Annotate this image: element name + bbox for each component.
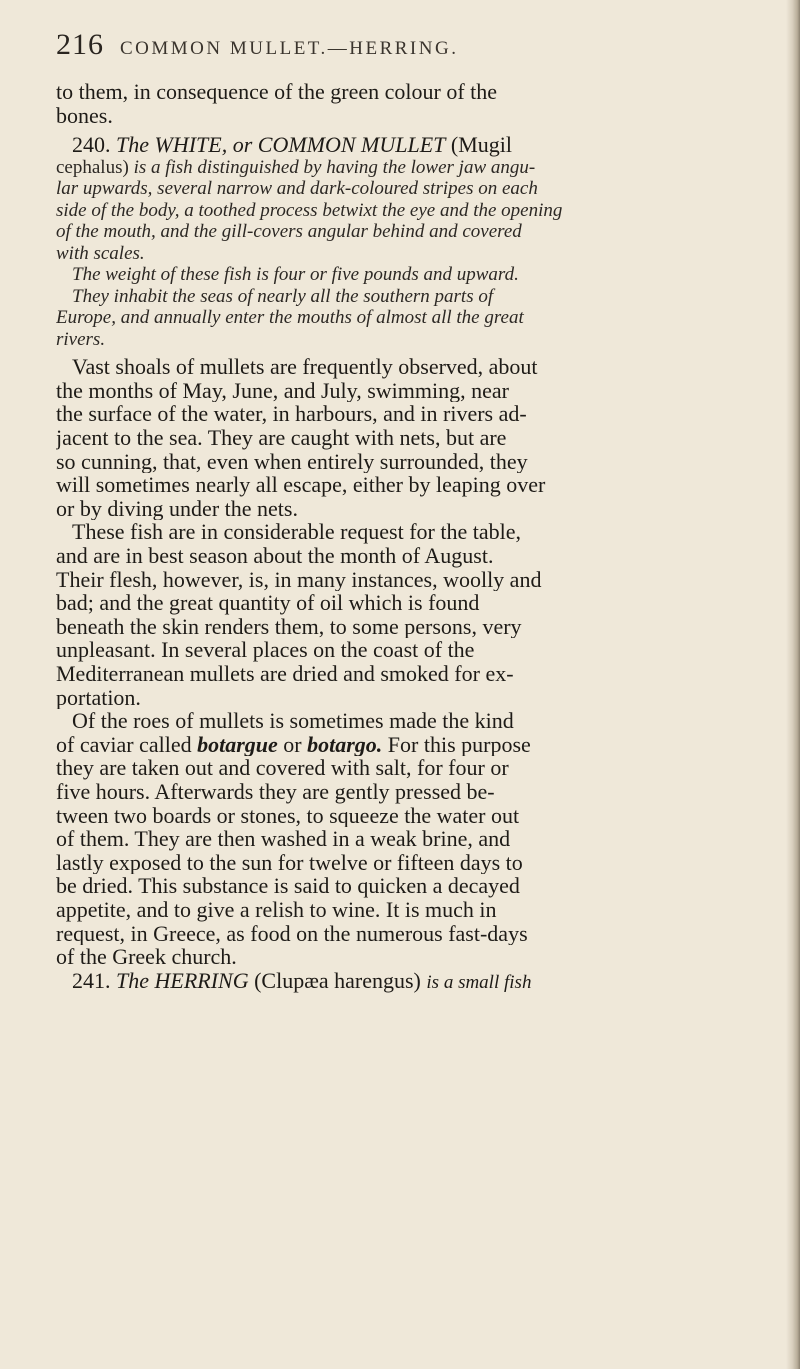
text-line: lar upwards, several narrow and dark-coloured stripes on each xyxy=(56,178,538,200)
text-line: jacent to the sea. They are caught with nets, but are xyxy=(56,426,507,450)
text-line: and are in best season about the month of August. xyxy=(56,544,494,568)
running-head xyxy=(56,28,756,68)
text-line: The weight of these fish is four or five pounds and upward. xyxy=(72,264,519,286)
section-241-heading: 241. The HERRING (Clupæa harengus) is a small fish xyxy=(72,968,532,993)
text-line: beneath the skin renders them, to some persons, very xyxy=(56,614,522,639)
text-line: Vast shoals of mullets are frequently observed, about xyxy=(72,355,538,379)
text-line: rivers. xyxy=(56,328,106,350)
text-line: Europe, and annually enter the mouths of almost all the great xyxy=(56,307,524,329)
text-line: unpleasant. In several places on the coast of the xyxy=(56,638,475,662)
text-line: appetite, and to give a relish to wine. It is much in xyxy=(56,897,497,922)
page-edge-shadow xyxy=(786,0,800,1369)
text-line: so cunning, that, even when entirely surrounded, they xyxy=(56,449,528,474)
page-text xyxy=(56,80,770,994)
text-line: of caviar called botargue or botargo. For this purpose xyxy=(56,732,531,757)
text-line: Their flesh, however, is, in many instances, woolly and xyxy=(56,567,542,592)
text-line: Of the roes of mullets is sometimes made the kind xyxy=(72,709,514,733)
text-line: the months of May, June, and July, swimming, near xyxy=(56,378,509,403)
page-number: 216 xyxy=(56,28,104,61)
text-line: These fish are in considerable request for the table, xyxy=(72,520,521,545)
text-line: tween two boards or stones, to squeeze the water out xyxy=(56,803,520,828)
section-number: 240. xyxy=(72,133,111,157)
text-line: of the mouth, and the gill-covers angular behind and covered xyxy=(56,221,522,243)
text-line: of them. They are then washed in a weak brine, and xyxy=(56,827,511,851)
text-line: the surface of the water, in harbours, and in rivers ad- xyxy=(56,402,527,427)
text-line: of the Greek church. xyxy=(56,945,237,969)
text-line: they are taken out and covered with salt, for four or xyxy=(56,756,509,780)
section-number: 241. xyxy=(72,968,111,993)
text-line: bones. xyxy=(56,103,113,128)
text-line: bad; and the great quantity of oil which is found xyxy=(56,591,480,615)
text-line: portation. xyxy=(56,685,141,710)
text-line: will sometimes nearly all escape, either by leaping over xyxy=(56,473,546,497)
text-line: five hours. Afterwards they are gently pressed be- xyxy=(56,779,495,804)
text-line: side of the body, a toothed process betwixt the eye and the opening xyxy=(56,199,563,221)
section-240-heading: 240. The WHITE, or COMMON MULLET (Mugil xyxy=(72,133,513,157)
text-line: with scales. xyxy=(56,242,145,264)
text-line: be dried. This substance is said to quicken a decayed xyxy=(56,874,520,898)
text-line: They inhabit the seas of nearly all the southern parts of xyxy=(72,285,494,307)
text-line: lastly exposed to the sun for twelve or fifteen days to xyxy=(56,850,523,875)
running-title: COMMON MULLET.—HERRING. xyxy=(120,38,459,59)
text-line: Mediterranean mullets are dried and smoked for ex- xyxy=(56,662,514,686)
text-line: or by diving under the nets. xyxy=(56,496,298,521)
text-line: request, in Greece, as food on the numerous fast-days xyxy=(56,921,528,946)
text-line: to them, in consequence of the green colour of the xyxy=(56,80,498,104)
text-line: cephalus) is a fish distinguished by having the lower jaw angu- xyxy=(56,156,536,178)
